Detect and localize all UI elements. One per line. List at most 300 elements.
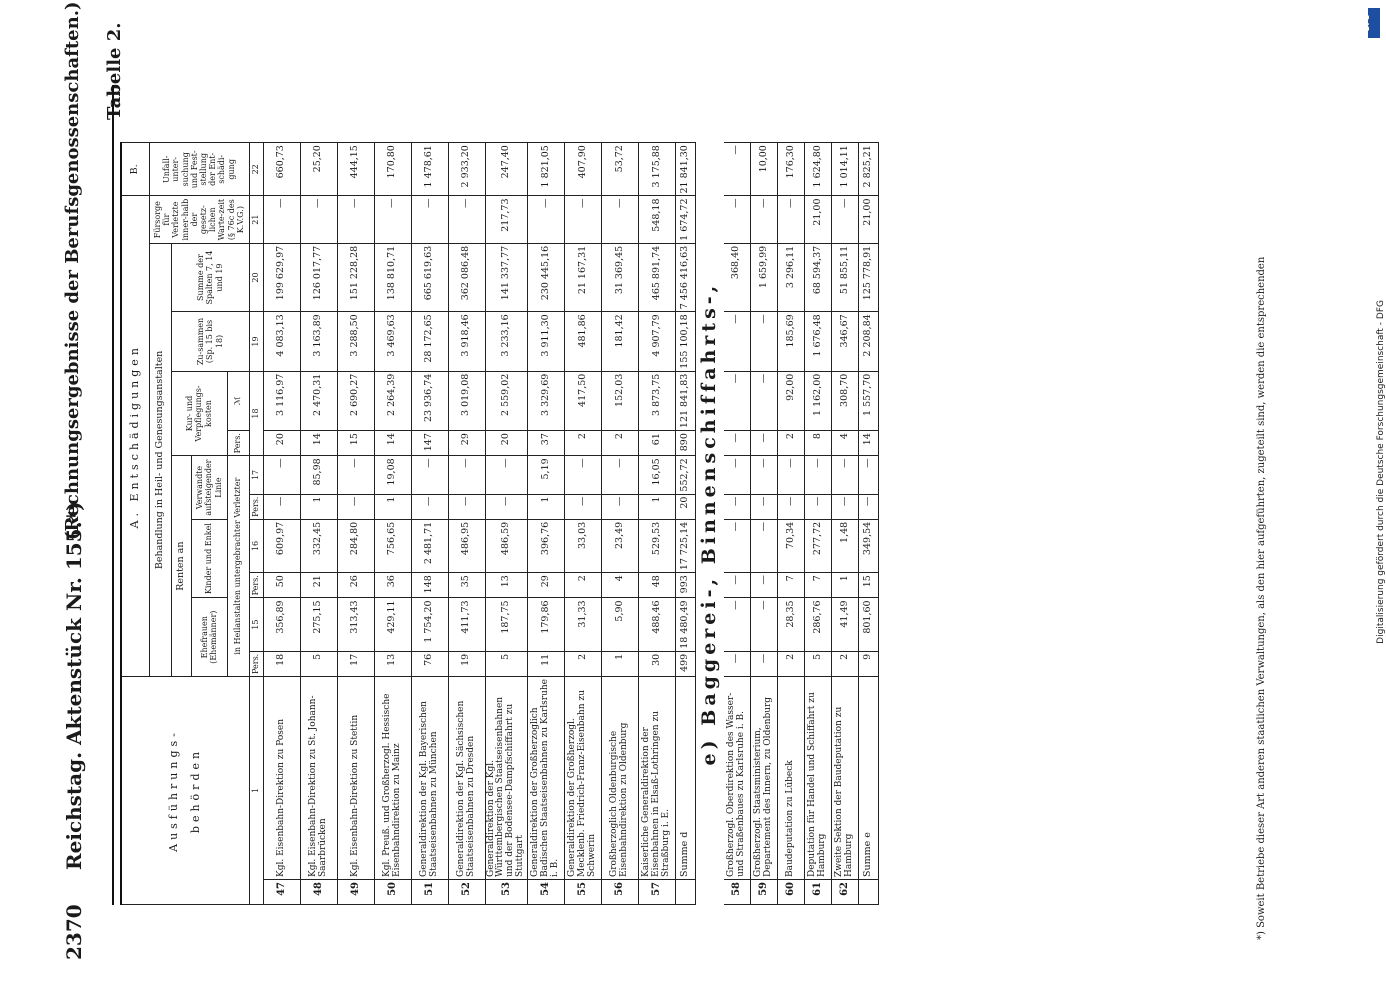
cell-p17: — — [832, 494, 859, 519]
cell-m21: — — [832, 196, 859, 243]
cell-m19: 481,86 — [565, 312, 602, 371]
cell-m15: 356,89 — [263, 598, 300, 651]
cell-p17: — — [337, 494, 374, 519]
cell-m16: 756,65 — [374, 519, 411, 572]
cell-m22: 247,40 — [485, 143, 528, 196]
cell-m18: 2 470,31 — [300, 371, 337, 430]
cell-m17: — — [778, 456, 805, 494]
cell-m21: — — [565, 196, 602, 243]
cell-p15: 17 — [337, 651, 374, 676]
cell-m19: 3 233,16 — [485, 312, 528, 371]
cell-p15: — — [751, 651, 778, 676]
cell-p17: — — [751, 494, 778, 519]
cell-m21: — — [300, 196, 337, 243]
sum-label: Summe e — [859, 677, 879, 880]
cell-p18: 8 — [805, 431, 832, 456]
cell-m15: 411,73 — [448, 598, 485, 651]
authority-name: Generaldirektion der Kgl. Bayerischen Staatseisenbahnen zu München — [411, 677, 448, 880]
cell-m17: — — [832, 456, 859, 494]
cell-m15: 41,49 — [832, 598, 859, 651]
sum-header: Summe der Spalten 7, 14 und 19 — [171, 243, 249, 311]
cell-m21: — — [528, 196, 565, 243]
table-row — [337, 143, 374, 905]
cell-p16: 26 — [337, 573, 374, 598]
cell-m16: 1,48 — [832, 519, 859, 572]
cell-p15: 499 — [676, 651, 696, 676]
cell-m16: 70,34 — [778, 519, 805, 572]
cell-m21: — — [263, 196, 300, 243]
cell-m22: 10,00 — [751, 143, 778, 196]
cell-m17: 5,19 — [528, 456, 565, 494]
cell-m15: 28,35 — [778, 598, 805, 651]
cell-m18: 3 873,75 — [639, 371, 676, 430]
cell-m22: 170,80 — [374, 143, 411, 196]
pers-header-18: Pers. — [227, 431, 249, 456]
cell-m20: 51 855,11 — [832, 243, 859, 311]
b-text-header: Unfall-unter-suchung und Fest-stellung der Ent-schädi-gung — [149, 143, 249, 196]
cell-m21: 1 674,72 — [676, 196, 696, 243]
page-number: 2370 — [62, 904, 86, 960]
cell-m20: 3 296,11 — [778, 243, 805, 311]
footnote: *) Soweit Betriebe dieser Art anderen staatlichen Verwaltungen, als den hier aufgeführten, zugeteilt sind, werden die entsprechenden — [1256, 256, 1267, 940]
authority-name: Generaldirektion der Großherzoglich Badischen Staatseisenbahnen zu Karlsruhe i. B. — [528, 677, 565, 880]
authorities-header — [121, 677, 249, 905]
cell-m15: 18 480,49 — [676, 598, 696, 651]
cell-m20: 68 594,37 — [805, 243, 832, 311]
cell-m17: — — [485, 456, 528, 494]
hospital-header: in Heilanstalten untergebrachter Verletzter — [227, 456, 249, 677]
cell-m21: — — [411, 196, 448, 243]
cell-m22: 53,72 — [602, 143, 639, 196]
cell-m22: 1 478,61 — [411, 143, 448, 196]
cell-p15: 2 — [832, 651, 859, 676]
cell-m22: 1 624,80 — [805, 143, 832, 196]
center-title: (Rechnungsergebnisse der Berufsgenossenschaften.) — [62, 1, 83, 540]
cell-p16: 29 — [528, 573, 565, 598]
cell-m19: 3 288,50 — [337, 312, 374, 371]
cell-m17: — — [411, 456, 448, 494]
cell-m18: 121 841,83 — [676, 371, 696, 430]
cell-m15: — — [751, 598, 778, 651]
cell-p18: 20 — [263, 431, 300, 456]
pensions-header: Renten an — [171, 456, 191, 677]
table-row — [639, 143, 676, 905]
cell-m16: 23,49 — [602, 519, 639, 572]
cell-m22: 1 821,05 — [528, 143, 565, 196]
cell-p16: 21 — [300, 573, 337, 598]
table-row — [602, 143, 639, 905]
cell-p15: 1 — [602, 651, 639, 676]
cell-m16: 529,53 — [639, 519, 676, 572]
cell-m21: — — [337, 196, 374, 243]
col-index-1: 1 — [249, 677, 263, 905]
cell-m18: 3 116,97 — [263, 371, 300, 430]
cell-p16: 993 — [676, 573, 696, 598]
cell-m20: 1 659,99 — [751, 243, 778, 311]
authority-name: Zweite Sektion der Baudeputation zu Hamburg — [832, 677, 859, 880]
cell-m17: 16,05 — [639, 456, 676, 494]
cell-p17: 1 — [639, 494, 676, 519]
table-row — [832, 143, 859, 905]
cell-p17: 1 — [300, 494, 337, 519]
cell-m17: 552,72 — [676, 456, 696, 494]
table-row — [300, 143, 337, 905]
cell-p15: 2 — [778, 651, 805, 676]
row-number: 55 — [565, 880, 602, 905]
cell-p16: — — [751, 573, 778, 598]
row-number: 53 — [485, 880, 528, 905]
cell-m19: 4 907,79 — [639, 312, 676, 371]
cell-m21: — — [602, 196, 639, 243]
cell-p15: 30 — [639, 651, 676, 676]
table-row — [565, 143, 602, 905]
total-header: Zu-sammen (Sp. 15 bis 18) — [171, 312, 249, 371]
cell-m16: 609,97 — [263, 519, 300, 572]
authority-name: Baudeputation zu Lübeck — [778, 677, 805, 880]
cell-p16: 1 — [832, 573, 859, 598]
cell-m21: 21,00 — [805, 196, 832, 243]
cell-p18: 2 — [602, 431, 639, 456]
cell-m15: 31,33 — [565, 598, 602, 651]
cell-m18: 2 559,02 — [485, 371, 528, 430]
cell-m16: — — [751, 519, 778, 572]
digitization-notice-strip — [1366, 0, 1386, 1000]
cell-p18: 15 — [337, 431, 374, 456]
cell-m20: 138 810,71 — [374, 243, 411, 311]
cell-m20: 465 891,74 — [639, 243, 676, 311]
authority-name: Kgl. Eisenbahn-Direktion zu Posen — [263, 677, 300, 880]
cell-m20: 230 445,16 — [528, 243, 565, 311]
cell-p17: — — [263, 494, 300, 519]
cell-m15: 801,60 — [859, 598, 879, 651]
cell-m22: 25,20 — [300, 143, 337, 196]
cell-m16: 2 481,71 — [411, 519, 448, 572]
authority-name: Kgl. Eisenbahn-Direktion zu St. Johann-Saarbrücken — [300, 677, 337, 880]
row-number: 59 — [751, 880, 778, 905]
cell-p17: — — [859, 494, 879, 519]
cell-m20: 21 167,31 — [565, 243, 602, 311]
cell-p17: — — [805, 494, 832, 519]
cell-m18: 23 936,74 — [411, 371, 448, 430]
header-rule — [112, 85, 114, 905]
cell-m17: — — [448, 456, 485, 494]
cure-header: Kur- und Verpflegungs-kosten — [171, 371, 227, 456]
wives-header: Ehefrauen (Ehemänner) — [191, 598, 227, 677]
cell-m16: 486,59 — [485, 519, 528, 572]
row-number: 56 — [602, 880, 639, 905]
cell-m21: — — [374, 196, 411, 243]
relatives-header: Verwandte aufsteigender Linie — [191, 456, 227, 519]
cell-m15: 5,90 — [602, 598, 639, 651]
pers-label: Pers. — [249, 651, 263, 676]
sum-d-row — [676, 143, 696, 905]
cell-p16: 50 — [263, 573, 300, 598]
cell-m15: 1 754,20 — [411, 598, 448, 651]
col-index-19: 19 — [249, 312, 263, 371]
cell-m17: — — [751, 456, 778, 494]
cell-m15: 275,15 — [300, 598, 337, 651]
col-index-22: 22 — [249, 143, 263, 196]
cell-m16: 33,03 — [565, 519, 602, 572]
digitization-notice: Digitalisierung gefördert durch die Deutsche Forschungsgemeinschaft - DFG — [1376, 300, 1386, 644]
cell-m16: — — [724, 519, 751, 572]
cell-m18: 308,70 — [832, 371, 859, 430]
cell-m17: — — [602, 456, 639, 494]
row-number: 52 — [448, 880, 485, 905]
cell-m18: 3 329,69 — [528, 371, 565, 430]
cell-m20: 31 369,45 — [602, 243, 639, 311]
cell-p18: 14 — [374, 431, 411, 456]
col-index-15: 15 — [249, 598, 263, 651]
section-e-title: e) Baggerei-, Binnenschiffahrts-, — [697, 281, 720, 766]
sum-label: Summe d — [676, 677, 696, 880]
authority-name: Generaldirektion der Kgl. Sächsischen Staatseisenbahnen zu Dresden — [448, 677, 485, 880]
cell-p18: 29 — [448, 431, 485, 456]
authority-name: Kgl. Eisenbahn-Direktion zu Stettin — [337, 677, 374, 880]
mark-header-18: ℳ — [227, 371, 249, 430]
cell-m19: 3 918,46 — [448, 312, 485, 371]
cell-m18: 2 690,27 — [337, 371, 374, 430]
cell-p16: 36 — [374, 573, 411, 598]
cell-m18: 92,00 — [778, 371, 805, 430]
cell-p16: 7 — [805, 573, 832, 598]
cell-p15: 2 — [565, 651, 602, 676]
cell-p15: 5 — [485, 651, 528, 676]
cell-m22: 1 014,11 — [832, 143, 859, 196]
cell-m20: 126 017,77 — [300, 243, 337, 311]
cell-m19: 3 469,63 — [374, 312, 411, 371]
cell-p15: — — [724, 651, 751, 676]
cell-m16: 396,76 — [528, 519, 565, 572]
cell-p18: 14 — [300, 431, 337, 456]
cell-m22: — — [724, 143, 751, 196]
cell-p15: 9 — [859, 651, 879, 676]
authority-name: Großherzogl. Staatsministerium, Departement des Innern, zu Oldenburg — [751, 677, 778, 880]
cell-p18: 20 — [485, 431, 528, 456]
cell-m21: — — [448, 196, 485, 243]
row-number: 51 — [411, 880, 448, 905]
cell-m17: 85,98 — [300, 456, 337, 494]
cell-m22: 3 175,88 — [639, 143, 676, 196]
cell-m21: 21,00 — [859, 196, 879, 243]
cell-p16: 4 — [602, 573, 639, 598]
sum-e-row — [859, 143, 879, 905]
authority-name: Kgl. Preuß. und Großherzogl. Hessische Eisenbahndirektion zu Mainz — [374, 677, 411, 880]
cell-m20: 665 619,63 — [411, 243, 448, 311]
row-number: 47 — [263, 880, 300, 905]
cell-m19: 2 208,84 — [859, 312, 879, 371]
cell-m19: 1 676,48 — [805, 312, 832, 371]
cell-m17: — — [859, 456, 879, 494]
cell-m22: 2 825,21 — [859, 143, 879, 196]
col-index-16: 16 — [249, 519, 263, 572]
cell-m22: 660,73 — [263, 143, 300, 196]
cell-m18: — — [724, 371, 751, 430]
cell-m19: 3 911,30 — [528, 312, 565, 371]
pers-label: Pers. — [249, 494, 263, 519]
row-number: 60 — [778, 880, 805, 905]
cell-p16: 48 — [639, 573, 676, 598]
table-row — [374, 143, 411, 905]
cell-p16: 15 — [859, 573, 879, 598]
cell-p16: — — [724, 573, 751, 598]
cell-m15: 286,76 — [805, 598, 832, 651]
cell-m19: — — [751, 312, 778, 371]
group-a-header: A. Entschädigungen — [121, 196, 149, 677]
cell-p18: 61 — [639, 431, 676, 456]
row-number: 58 — [724, 880, 751, 905]
cell-p18: 14 — [859, 431, 879, 456]
row-number: 50 — [374, 880, 411, 905]
cell-m21: 217,73 — [485, 196, 528, 243]
cell-m18: 152,03 — [602, 371, 639, 430]
cell-m22: 2 933,20 — [448, 143, 485, 196]
row-number: 48 — [300, 880, 337, 905]
b-header: B. — [121, 143, 149, 196]
cell-m20: 151 228,28 — [337, 243, 374, 311]
cell-p18: — — [724, 431, 751, 456]
cell-m19: 28 172,65 — [411, 312, 448, 371]
cell-m15: 488,46 — [639, 598, 676, 651]
authority-name: Generaldirektion der Großherzogl. Mecklenb. Friedrich-Franz-Eisenbahn zu Schwerin — [565, 677, 602, 880]
cell-m18: 1 557,70 — [859, 371, 879, 430]
cell-m19: 4 083,13 — [263, 312, 300, 371]
row-number: 49 — [337, 880, 374, 905]
cell-m18: 3 019,08 — [448, 371, 485, 430]
authority-name: Kaiserliche Generaldirektion der Eisenbahnen in Elsaß-Lothringen zu Straßburg i. E. — [639, 677, 676, 880]
cell-m21: — — [751, 196, 778, 243]
cell-p15: 76 — [411, 651, 448, 676]
cell-m16: 349,54 — [859, 519, 879, 572]
cell-p18: 37 — [528, 431, 565, 456]
col-index-21: 21 — [249, 196, 263, 243]
children-header: Kinder und Enkel — [191, 519, 227, 598]
authority-name: Generaldirektion der Kgl. Württembergischen Staatseisenbahnen und der Bodensee-Dampfschiffahrt zu Stuttgart — [485, 677, 528, 880]
table-row — [448, 143, 485, 905]
table-row — [411, 143, 448, 905]
cell-m22: 176,30 — [778, 143, 805, 196]
pers-label: Pers. — [249, 573, 263, 598]
authority-name: Großherzogl. Oberdirektion des Wasser- und Straßenbaues zu Karlsruhe i. B. — [724, 677, 751, 880]
cell-m20: 362 086,48 — [448, 243, 485, 311]
cell-m20: 7 456 416,63 — [676, 243, 696, 311]
cell-m22: 407,90 — [565, 143, 602, 196]
cell-m18: 2 264,39 — [374, 371, 411, 430]
cell-m16: 277,72 — [805, 519, 832, 572]
cell-m19: — — [724, 312, 751, 371]
authority-name: Großherzoglich Oldenburgische Eisenbahndirektion zu Oldenburg — [602, 677, 639, 880]
row-number: 61 — [805, 880, 832, 905]
table-row — [778, 143, 805, 905]
cell-p15: 19 — [448, 651, 485, 676]
table-row — [485, 143, 528, 905]
cell-m17: — — [263, 456, 300, 494]
cell-m20: 199 629,97 — [263, 243, 300, 311]
cell-m17: — — [337, 456, 374, 494]
section-e-title-cell — [696, 143, 724, 905]
section-e-rows — [724, 143, 859, 905]
cell-m21: — — [724, 196, 751, 243]
table-row — [263, 143, 300, 905]
row-number: 62 — [832, 880, 859, 905]
cell-m15: 313,43 — [337, 598, 374, 651]
cell-p18: 2 — [565, 431, 602, 456]
cell-p15: 11 — [528, 651, 565, 676]
results-table — [120, 142, 879, 905]
cell-p17: — — [602, 494, 639, 519]
authorities-header-line2: behörden — [189, 747, 203, 834]
cell-m19: 181,42 — [602, 312, 639, 371]
cell-m17: — — [805, 456, 832, 494]
cell-p17: — — [565, 494, 602, 519]
cell-p15: 5 — [300, 651, 337, 676]
cell-p18: 147 — [411, 431, 448, 456]
cell-m19: 155 100,18 — [676, 312, 696, 371]
table-row — [528, 143, 565, 905]
row-number: 57 — [639, 880, 676, 905]
cell-m17: 19,08 — [374, 456, 411, 494]
cell-p17: — — [448, 494, 485, 519]
cell-p18: — — [751, 431, 778, 456]
cell-m19: 346,67 — [832, 312, 859, 371]
cell-m17: — — [565, 456, 602, 494]
cell-p16: 35 — [448, 573, 485, 598]
table-row — [805, 143, 832, 905]
cell-m21: 548,18 — [639, 196, 676, 243]
table-row — [724, 143, 751, 905]
col-index-20: 20 — [249, 243, 263, 311]
cell-p17: — — [485, 494, 528, 519]
cell-m19: 185,69 — [778, 312, 805, 371]
cell-m15: 429,11 — [374, 598, 411, 651]
cell-p16: 13 — [485, 573, 528, 598]
cell-m15: 179,86 — [528, 598, 565, 651]
cell-p17: 20 — [676, 494, 696, 519]
cell-m18: — — [751, 371, 778, 430]
cell-m22: 444,15 — [337, 143, 374, 196]
cell-p17: — — [724, 494, 751, 519]
cell-p16: 7 — [778, 573, 805, 598]
table-row — [751, 143, 778, 905]
care-header: Fürsorge für Verletzte inner-halb der gesetz-lichen Warte-zeit (§ 76c des K.V.G.) — [149, 196, 249, 243]
cell-m17: — — [724, 456, 751, 494]
dfg-logo-text: DFG — [1363, 14, 1372, 32]
cell-m22: 21 841,30 — [676, 143, 696, 196]
col-index-18: 18 — [249, 371, 263, 456]
cell-m20: 125 778,91 — [859, 243, 879, 311]
section-d-rows — [263, 143, 676, 905]
col-index-17: 17 — [249, 456, 263, 494]
cell-p18: 2 — [778, 431, 805, 456]
cell-m20: 368,40 — [724, 243, 751, 311]
treatment-header: Behandlung in Heil- und Genesungsanstalten — [149, 243, 171, 676]
cell-m16: 486,95 — [448, 519, 485, 572]
cell-p17: 1 — [528, 494, 565, 519]
cell-p17: — — [411, 494, 448, 519]
cell-m18: 1 162,00 — [805, 371, 832, 430]
cell-m16: 332,45 — [300, 519, 337, 572]
cell-p16: 2 — [565, 573, 602, 598]
cell-p15: 13 — [374, 651, 411, 676]
left-title: Reichstag. Aktenstück Nr. 155.*) — [62, 501, 86, 870]
cell-p15: 5 — [805, 651, 832, 676]
cell-p17: — — [778, 494, 805, 519]
cell-m15: 187,75 — [485, 598, 528, 651]
authorities-header-line1: Ausführungs- — [166, 729, 180, 852]
authority-name: Deputation für Handel und Schiffahrt zu Hamburg — [805, 677, 832, 880]
right-title: Tabelle 2. — [104, 22, 125, 120]
row-number: 54 — [528, 880, 565, 905]
